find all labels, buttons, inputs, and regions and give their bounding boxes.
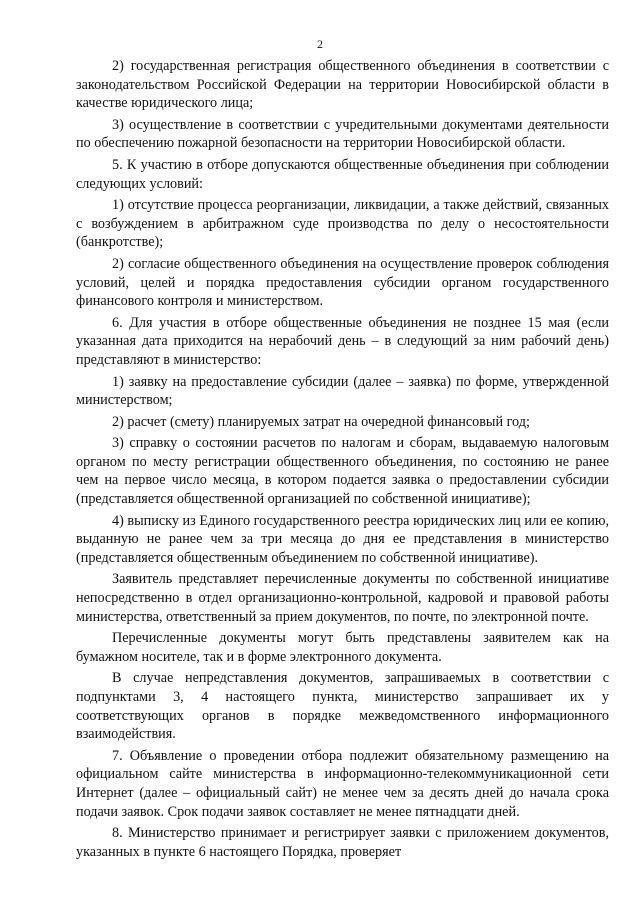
paragraph: 5. К участию в отборе допускаются общественные объединения при соблюдении следующих условий:	[76, 156, 609, 192]
paragraph: 7. Объявление о проведении отбора подлежит обязательному размещению на официальном сайте министерства в информационно-телекоммуникационной сети Интернет (далее – официальный сайт) не менее чем за десять дней до начала срока подачи заявок. Срок подачи заявок составляет не менее пятнадцати дней.	[76, 747, 609, 820]
paragraph: Заявитель представляет перечисленные документы по собственной инициативе непосредственно в отдел организационно-контрольной, кадровой и правовой работы министерства, ответственный за прием документов, по почте, по электронной почте.	[76, 571, 609, 625]
paragraph: 2) расчет (смету) планируемых затрат на очередной финансовый год;	[112, 413, 530, 430]
paragraph: В случае непредставления документов, запрашиваемых в соответствии с подпунктами 3, 4 настоящего пункта, министерство запрашивает их у соответствующих органов в порядке межведомственного информационного взаимодействия.	[76, 670, 609, 743]
paragraph: 6. Для участия в отборе общественные объединения не позднее 15 мая (если указанная дата приходится на нерабочий день – в следующий за ним рабочий день) представляют в министерство:	[76, 314, 609, 368]
paragraph: 2) государственная регистрация общественного объединения в соответствии с законодательством Российской Федерации на территории Новосибирской области в качестве юридического лица;	[76, 58, 609, 112]
paragraph: 3) справку о состоянии расчетов по налогам и сборам, выдаваемую налоговым органом по месту регистрации общественного объединения, по состоянию не ранее чем на первое число месяца, в котором подается заявка о предоставлении субсидии (представляется общественной организацией по собственной инициативе);	[76, 435, 609, 508]
paragraph: 1) отсутствие процесса реорганизации, ликвидации, а также действий, связанных с возбуждением в арбитражном суде производства по делу о несостоятельности (банкротстве);	[76, 197, 609, 251]
paragraph: 4) выписку из Единого государственного реестра юридических лиц или ее копию, выданную не ранее чем за три месяца до дня ее представления в министерство (представляется общественным объединением по собственной инициативе).	[76, 512, 609, 566]
paragraph: 3) осуществление в соответствии с учредительными документами деятельности по обеспечению пожарной безопасности на территории Новосибирской области.	[76, 116, 609, 152]
paragraph: 2) согласие общественного объединения на осуществление проверок соблюдения условий, целей и порядка предоставления субсидии органом государственного финансового контроля и министерством.	[76, 255, 609, 310]
paragraph: 1) заявку на предоставление субсидии (далее – заявка) по форме, утвержденной министерством;	[76, 373, 609, 409]
paragraph: Перечисленные документы могут быть представлены заявителем как на бумажном носителе, так и в форме электронного документа.	[76, 630, 609, 665]
document-body	[76, 57, 609, 864]
paragraph: 8. Министерство принимает и регистрирует заявки с приложением документов, указанных в пункте 6 настоящего Порядка, проверяет	[76, 825, 609, 860]
page-number: 2	[317, 37, 323, 51]
